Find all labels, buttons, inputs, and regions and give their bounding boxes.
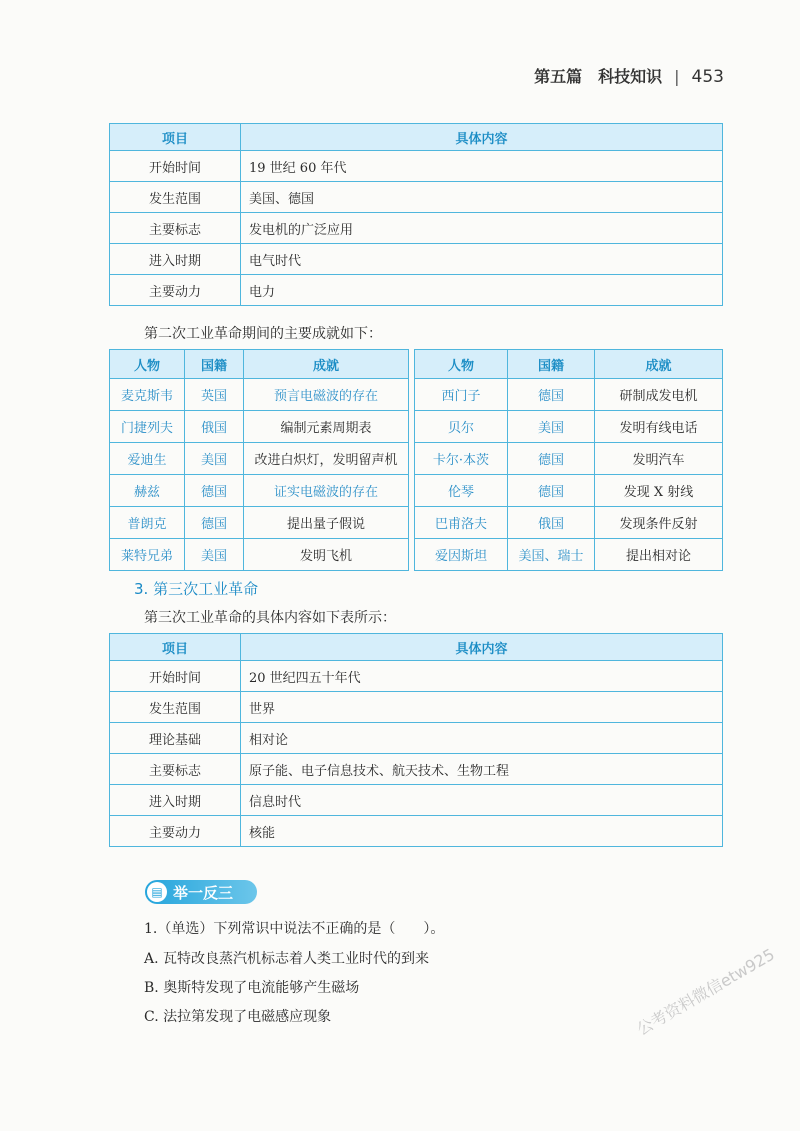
paragraph-achievements-intro: 第二次工业革命期间的主要成就如下：: [144, 326, 382, 342]
table-row: [110, 151, 723, 182]
achv-header-achievement: 成就: [244, 350, 409, 379]
table-row: [110, 275, 723, 306]
paragraph-third-intro: 第三次工业革命的具体内容如下表所示：: [144, 610, 396, 626]
practice-badge: [145, 880, 257, 904]
table-row: [110, 411, 409, 443]
page-number: 453: [691, 67, 724, 87]
table3-key: 理论基础: [110, 723, 241, 754]
achv-person: 莱特兄弟: [110, 539, 185, 571]
question-option-c: C. 法拉第发现了电磁感应现象: [144, 1009, 332, 1025]
table1-value: 19 世纪 60 年代: [241, 151, 723, 182]
table1-value: 发电机的广泛应用: [241, 213, 723, 244]
achv-person: 赫兹: [110, 475, 185, 507]
achv-achievement: 证实电磁波的存在: [244, 475, 409, 507]
achv-person: 伦琴: [415, 475, 508, 507]
table-row: [415, 507, 723, 539]
table-row: [110, 539, 409, 571]
achv-header-person: 人物: [415, 350, 508, 379]
table3-value: 核能: [241, 816, 723, 847]
table1-value: 美国、德国: [241, 182, 723, 213]
achv-header-country: 国籍: [508, 350, 595, 379]
book-icon: ▤: [147, 882, 167, 902]
table3-value: 世界: [241, 692, 723, 723]
question-stem: 1.（单选）下列常识中说法不正确的是（ ）。: [144, 921, 445, 937]
achv-country: 德国: [508, 475, 595, 507]
achv-person: 贝尔: [415, 411, 508, 443]
achv-country: 美国: [185, 443, 244, 475]
table3-key: 开始时间: [110, 661, 241, 692]
table-row: [415, 443, 723, 475]
achievements-table-left: [109, 349, 409, 571]
achv-country: 俄国: [508, 507, 595, 539]
table-row: [110, 379, 409, 411]
achv-country: 俄国: [185, 411, 244, 443]
table-row: [110, 182, 723, 213]
table1-key: 进入时期: [110, 244, 241, 275]
achv-achievement: 发明汽车: [595, 443, 723, 475]
table1-value: 电力: [241, 275, 723, 306]
achv-achievement: 编制元素周期表: [244, 411, 409, 443]
practice-badge-label: 举一反三: [173, 884, 234, 902]
second-revolution-table: [109, 123, 723, 306]
achv-achievement: 预言电磁波的存在: [244, 379, 409, 411]
table-row: [110, 507, 409, 539]
table-row: [415, 379, 723, 411]
achv-country: 德国: [508, 443, 595, 475]
achv-country: 美国: [185, 539, 244, 571]
table-row: [110, 816, 723, 847]
table3-value: 20 世纪四五十年代: [241, 661, 723, 692]
table3-key: 主要标志: [110, 754, 241, 785]
table1-value: 电气时代: [241, 244, 723, 275]
table3-key: 发生范围: [110, 692, 241, 723]
table-row: [415, 411, 723, 443]
table-row: [110, 723, 723, 754]
table1-key: 发生范围: [110, 182, 241, 213]
achv-achievement: 提出相对论: [595, 539, 723, 571]
achv-achievement: 发现条件反射: [595, 507, 723, 539]
achv-country: 美国: [508, 411, 595, 443]
achv-person: 巴甫洛夫: [415, 507, 508, 539]
header-separator: |: [674, 67, 680, 86]
achv-achievement: 提出量子假说: [244, 507, 409, 539]
achv-person: 爱因斯坦: [415, 539, 508, 571]
watermark-text: 公考资料微信etw925: [633, 944, 778, 1040]
table-row: [415, 539, 723, 571]
achievements-table-right: [414, 349, 723, 571]
achv-person: 卡尔·本茨: [415, 443, 508, 475]
achv-person: 爱迪生: [110, 443, 185, 475]
table1-key: 主要动力: [110, 275, 241, 306]
section-name: 第五篇 科技知识: [534, 67, 663, 86]
achv-person: 门捷列夫: [110, 411, 185, 443]
achv-country: 德国: [185, 475, 244, 507]
table3-value: 相对论: [241, 723, 723, 754]
page-header: [0, 64, 724, 87]
table3-header-item: 项目: [110, 634, 241, 661]
table-row: [110, 475, 409, 507]
achv-country: 英国: [185, 379, 244, 411]
table3-header-content: 具体内容: [241, 634, 723, 661]
table-row: [415, 475, 723, 507]
table1-header-item: 项目: [110, 124, 241, 151]
achv-achievement: 发明飞机: [244, 539, 409, 571]
table-row: [110, 443, 409, 475]
table3-value: 原子能、电子信息技术、航天技术、生物工程: [241, 754, 723, 785]
achv-header-achievement: 成就: [595, 350, 723, 379]
question-option-a: A. 瓦特改良蒸汽机标志着人类工业时代的到来: [144, 951, 430, 967]
achv-person: 西门子: [415, 379, 508, 411]
achv-achievement: 研制成发电机: [595, 379, 723, 411]
table3-value: 信息时代: [241, 785, 723, 816]
achv-achievement: 发明有线电话: [595, 411, 723, 443]
table-row: [110, 661, 723, 692]
table1-key: 主要标志: [110, 213, 241, 244]
table-row: [110, 692, 723, 723]
achv-person: 普朗克: [110, 507, 185, 539]
table1-header-content: 具体内容: [241, 124, 723, 151]
section-title-third-revolution: 3. 第三次工业革命: [134, 580, 259, 598]
achv-header-country: 国籍: [185, 350, 244, 379]
table-row: [110, 213, 723, 244]
table-row: [110, 244, 723, 275]
table-row: [110, 754, 723, 785]
achv-country: 美国、瑞士: [508, 539, 595, 571]
achv-country: 德国: [185, 507, 244, 539]
table1-key: 开始时间: [110, 151, 241, 182]
table3-key: 进入时期: [110, 785, 241, 816]
table3-key: 主要动力: [110, 816, 241, 847]
question-option-b: B. 奥斯特发现了电流能够产生磁场: [144, 980, 360, 996]
table-row: [110, 785, 723, 816]
third-revolution-table: [109, 633, 723, 847]
achv-achievement: 改进白炽灯，发明留声机: [244, 443, 409, 475]
achv-achievement: 发现 X 射线: [595, 475, 723, 507]
achv-person: 麦克斯韦: [110, 379, 185, 411]
achv-header-person: 人物: [110, 350, 185, 379]
achv-country: 德国: [508, 379, 595, 411]
